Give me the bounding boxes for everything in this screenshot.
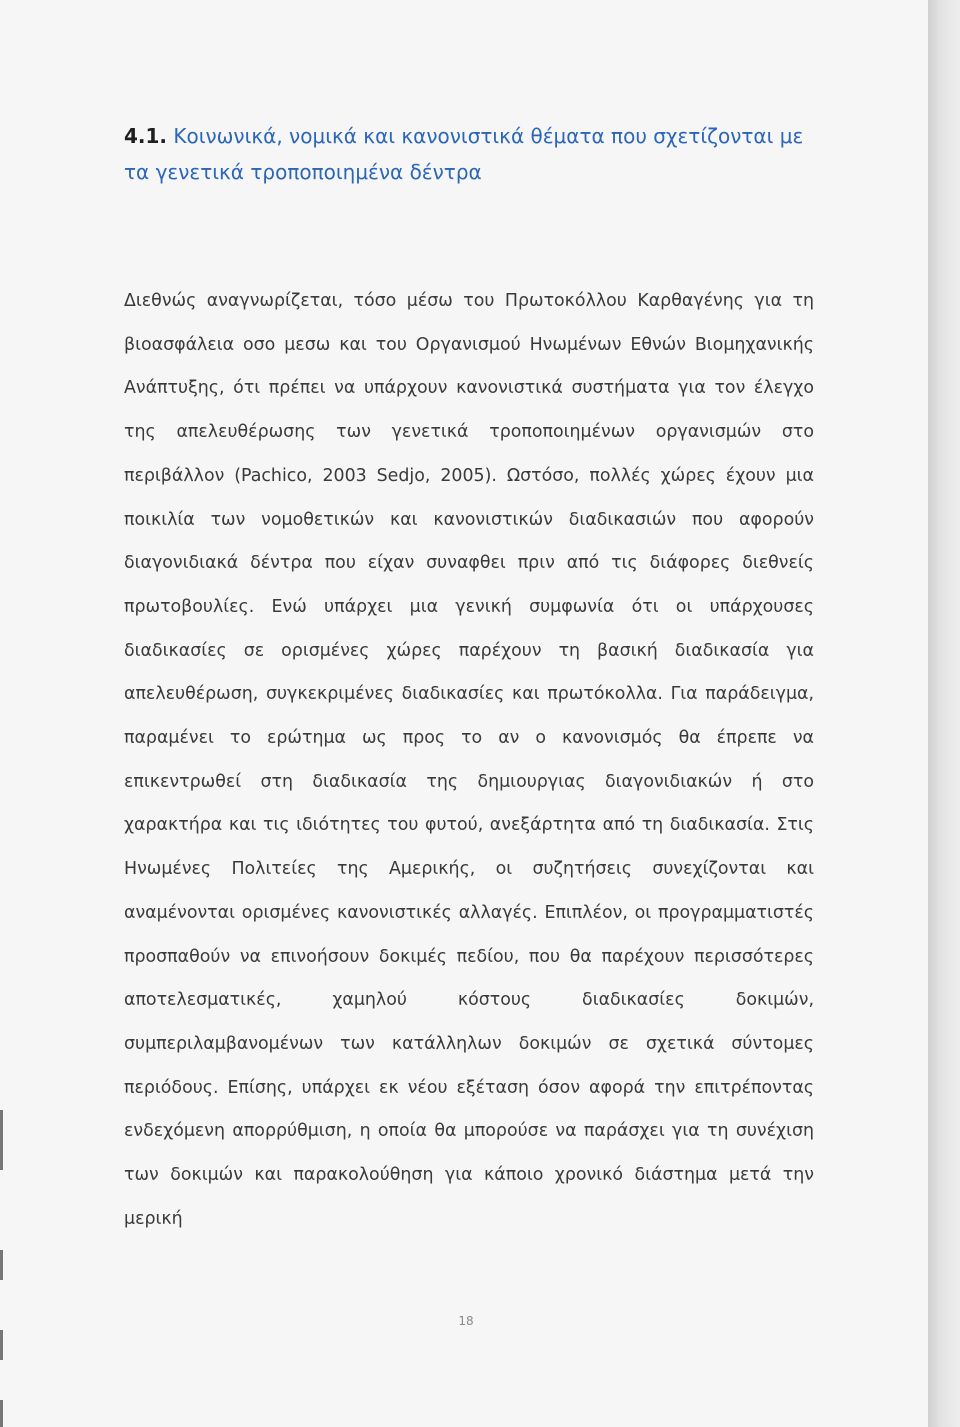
section-title: Κοινωνικά, νομικά και κανονιστικά θέματα που σχετίζονται με τα γενετικά τροποποιημένα δέντρα [124,124,804,184]
scan-edge-mark [0,1330,3,1360]
scan-edge-mark [0,1110,3,1170]
scan-edge-mark [0,1400,3,1427]
page-edge-shadow [928,0,960,1427]
section-heading [124,118,824,190]
scan-edge-mark [0,1250,3,1280]
page-number: 18 [458,1314,474,1328]
body-paragraph: Διεθνώς αναγνωρίζεται, τόσο μέσω του Πρωτοκόλλου Καρθαγένης για τη βιοασφάλεια οσο μεσω και του Οργανισμού Ηνωμένων Εθνών Βιομηχανικής Ανάπτυξης, ότι πρέπει να υπάρχουν κανονιστικά συστήματα για τον έλεγχο της απελευθέρωσης των γενετικά τροποποιημένων οργανισμών στο περιβάλλον (Pachico, 2003 Sedjo, 2005). Ωστόσο, πολλές χώρες έχουν μια ποικιλία των νομοθετικών και κανονιστικών διαδικασιών που αφορούν διαγονιδιακά δέντρα που είχαν συναφθει πριν από τις διάφορες διεθνείς πρωτοβουλίες. Ενώ υπάρχει μια γενική συμφωνία ότι οι υπάρχουσες διαδικασίες σε ορισμένες χώρες παρέχουν τη βασική διαδικασία για απελευθέρωση, συγκεκριμένες διαδικασίες και πρωτόκολλα. Για παράδειγμα, παραμένει το ερώτημα ως προς το αν ο κανονισμός θα έπρεπε να επικεντρωθεί στη διαδικασία της δημιουργιας διαγονιδιακών ή στο χαρακτήρα και τις ιδιότητες του φυτού, ανεξάρτητα από τη διαδικασία. Στις Ηνωμένες Πολιτείες της Αμερικής, οι συζητήσεις συνεχίζονται και αναμένονται ορισμένες κανονιστικές αλλαγές. Επιπλέον, οι προγραμματιστές προσπαθούν να επινοήσουν δοκιμές πεδίου, που θα παρέχουν περισσότερες αποτελεσματικές, χαμηλού κόστους διαδικασίες δοκιμών, συμπεριλαμβανομένων των κατάλληλων δοκιμών σε σχετικά σύντομες περιόδους. Επίσης, υπάρχει εκ νέου εξέταση όσον αφορά την επιτρέποντας ενδεχόμενη απορρύθμιση, η οποία θα μπορούσε να παράσχει για τη συνέχιση των δοκιμών και παρακολούθηση για κάποιο χρονικό διάστημα μετά την μερική [124,291,814,1229]
section-number: 4.1. [124,124,168,148]
